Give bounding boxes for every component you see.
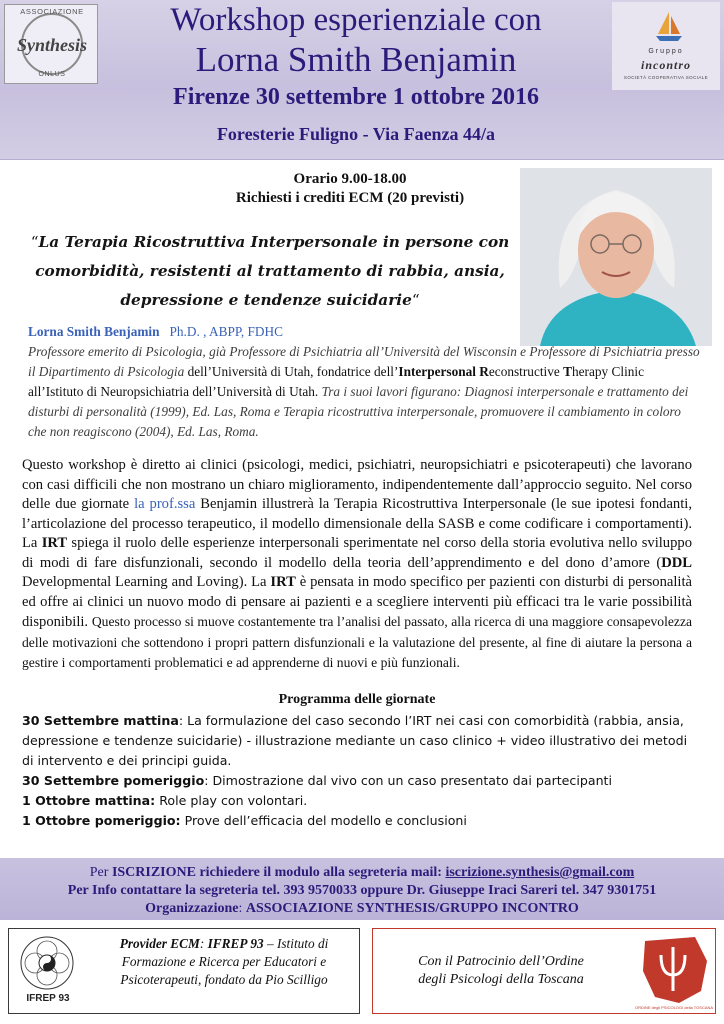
workshop-title-quote	[20, 228, 520, 315]
quote-text: La Terapia Ricostruttiva Interpersonale in persone con comorbidità, resistenti al trattamento di rabbia, ansia, depressione e tendenze suicidarie	[35, 233, 510, 309]
registration-email-link[interactable]: iscrizione.synthesis@gmail.com	[445, 865, 635, 880]
program-item-label: 1 Ottobre pomeriggio:	[22, 813, 181, 828]
body-irt-1: IRT	[41, 535, 68, 551]
body-p1: Questo workshop è diretto ai clinici (psicologi, medici, psichiatri, neuropsichiatri e psicoterapeuti) che lavorano con casi difficili che non mostrano un chiaro miglioramento, indipendentemente dall’approccio seguito. Nel corso delle due giornate	[22, 457, 692, 512]
schedule-hours: Orario 9.00-18.00	[293, 171, 407, 187]
ecm-credits: Richiesti i crediti ECM (20 previsti)	[235, 190, 465, 206]
registration-line	[0, 864, 724, 882]
title-line-2: Lorna Smith Benjamin	[195, 40, 517, 79]
provider-colon: :	[199, 936, 208, 951]
info-line	[0, 882, 724, 900]
event-venue: Foresterie Fuligno - Via Faenza 44/a	[216, 124, 496, 144]
provider-name: IFREP 93	[207, 936, 264, 951]
ifrep-logo-icon	[19, 935, 75, 991]
logo-gruppo: Gruppo	[648, 48, 684, 55]
program-item-text: Role play con volontari.	[155, 793, 308, 808]
provider-label: Provider ECM	[119, 936, 200, 951]
body-ddl: DDL	[661, 554, 692, 571]
logo-incontro: incontro	[640, 58, 691, 72]
organization-name: ASSOCIAZIONE SYNTHESIS/GRUPPO INCONTRO	[245, 901, 579, 916]
provider-text	[93, 935, 355, 989]
program-item	[22, 771, 702, 791]
registration-pre: Per	[89, 865, 112, 880]
bio-text-5c: T	[563, 364, 572, 379]
bio-text-6: Tra i suoi lavori figurano: Diagnosi interpersonale e trattamento dei disturbi di personalità (1999), Ed. Las, Roma e Terapia ricostruttiva interpersonale, promuovere il cambiamento in coloro che non reagiscono (2004), Ed. Las, Roma.	[28, 384, 689, 439]
program-item-label: 30 Settembre mattina	[22, 713, 179, 728]
speaker-photo	[520, 168, 712, 346]
registration-text: ISCRIZIONE richiedere il modulo alla segreteria mail:	[111, 865, 446, 880]
quote-open: “	[30, 233, 39, 251]
patronage-box	[372, 928, 716, 1014]
speaker-bio	[28, 322, 700, 442]
bio-text-4: Interpersonal	[398, 364, 476, 379]
provider-box	[8, 928, 360, 1014]
info-phones: Per Info contattare la segreteria tel. 393 9570033 oppure Dr. Giuseppe Iraci Sareri tel. 347 9301751	[67, 883, 657, 898]
psi-logo-caption: ORDINE degli PSICOLOGI della TOSCANA	[635, 1005, 713, 1010]
patronage-text	[383, 953, 619, 989]
body-p4: Developmental Learning and Loving). La	[22, 574, 271, 590]
logo-coop: SOCIETÀ COOPERATIVA SOCIALE	[623, 75, 709, 80]
program-item-text: : La formulazione del caso secondo l’IRT nei casi con comorbidità (rabbia, ansia, depressione e tendenze suicidarie) - illustrazione mediante un caso clinico + video illustrativo dei metodi di intervento e dei principi guida.	[22, 713, 688, 768]
organization-line	[0, 900, 724, 918]
bio-text-3: fondatrice dell’	[313, 364, 399, 379]
event-dates: Firenze 30 settembre 1 ottobre 2016	[173, 84, 539, 110]
synthesis-logo	[4, 4, 98, 84]
patronage-line-2: degli Psicologi della Toscana	[418, 972, 584, 987]
synthesis-logo-top: ASSOCIAZIONE	[20, 7, 84, 16]
program-item	[22, 711, 702, 771]
body-p3: spiega il ruolo delle esperienze interpersonali sperimentate nel corso della storia evolutiva nello sviluppo di modi di fare disfunzionali, secondo il modello della teoria dell’apprendimento e del dono d’amore (	[22, 535, 692, 571]
quote-close: “	[411, 291, 420, 309]
program-item-label: 1 Ottobre mattina:	[22, 793, 156, 808]
speaker-portrait-icon	[520, 168, 712, 346]
program-list	[22, 711, 702, 831]
program-item	[22, 811, 702, 831]
program-item-text: Prove dell’efficacia del modello e conclusioni	[180, 813, 467, 828]
ifrep-label: IFREP 93	[26, 993, 70, 1004]
body-p5: è pensata in modo specifico per pazienti con disturbi di personalità ed offre ai clinici un nuovo modo di pensare ai pazienti e a scegliere interventi più efficaci tra le varie possibilità disponibili.	[22, 574, 692, 630]
bio-text-2: dell’Università di Utah,	[187, 364, 314, 379]
workshop-description	[22, 456, 692, 674]
patronage-line-1: Con il Patrocinio dell’Ordine	[418, 954, 584, 969]
synthesis-logo-bottom: ONLUS	[38, 71, 66, 78]
bio-degrees: Ph.D. , ABPP, FDHC	[169, 324, 283, 339]
bio-name: Lorna Smith Benjamin	[28, 324, 160, 339]
bio-text-5d: herapy Clinic all’Istituto di Neuropsichiatria dell’Università di Utah.	[28, 364, 645, 399]
organization-label: Organizzazione	[145, 901, 239, 916]
bio-text-5a: R	[479, 364, 489, 379]
bio-text-5b: econstructive	[488, 364, 564, 379]
body-prof: la prof.ssa	[134, 496, 196, 512]
title-line-1: Workshop esperienziale con	[170, 2, 542, 38]
program-title: Programma delle giornate	[278, 692, 436, 707]
contact-band	[0, 858, 724, 920]
body-p2: Benjamin illustrerà la Terapia Ricostruttiva Interpersonale (le sue ipotesi fondanti, l’articolazione del processo terapeutico, il modello dimensionale della SASB e come codificare i comportamenti). La	[22, 496, 692, 551]
schedule-info	[180, 170, 520, 208]
synthesis-logo-name: Synthesis	[16, 35, 88, 55]
header-band	[0, 0, 724, 160]
program-item-label: 30 Settembre pomeriggio	[22, 773, 205, 788]
body-irt-2: IRT	[270, 574, 296, 590]
provider-description: – Istituto di Formazione e Ricerca per Educatori e Psicoterapeuti, fondato da Pio Scilligo	[120, 936, 329, 987]
bio-text-1: Professore emerito di Psicologia, già Professore di Psichiatria all’Università del Wisconsin e Professore di Psichiatria presso il Dipartimento di Psicologia	[28, 344, 700, 379]
body-p6: Questo processo si muove costantemente tra l’analisi del passato, alla ricerca di una maggiore consapevolezza delle motivazioni che sottendono i propri pattern disfunzionali e la valutazione del presente, al fine di aiutare la persona a gestire i comportamenti problematici e ad apprenderne di nuovi e più funzionali.	[22, 614, 693, 670]
ordine-psicologi-logo	[635, 931, 713, 1011]
sailboat-icon	[654, 10, 684, 44]
organization-sep: :	[238, 901, 246, 916]
gruppo-incontro-logo	[612, 2, 720, 90]
program-item	[22, 791, 702, 811]
program-item-text: : Dimostrazione dal vivo con un caso presentato dai partecipanti	[204, 773, 612, 788]
